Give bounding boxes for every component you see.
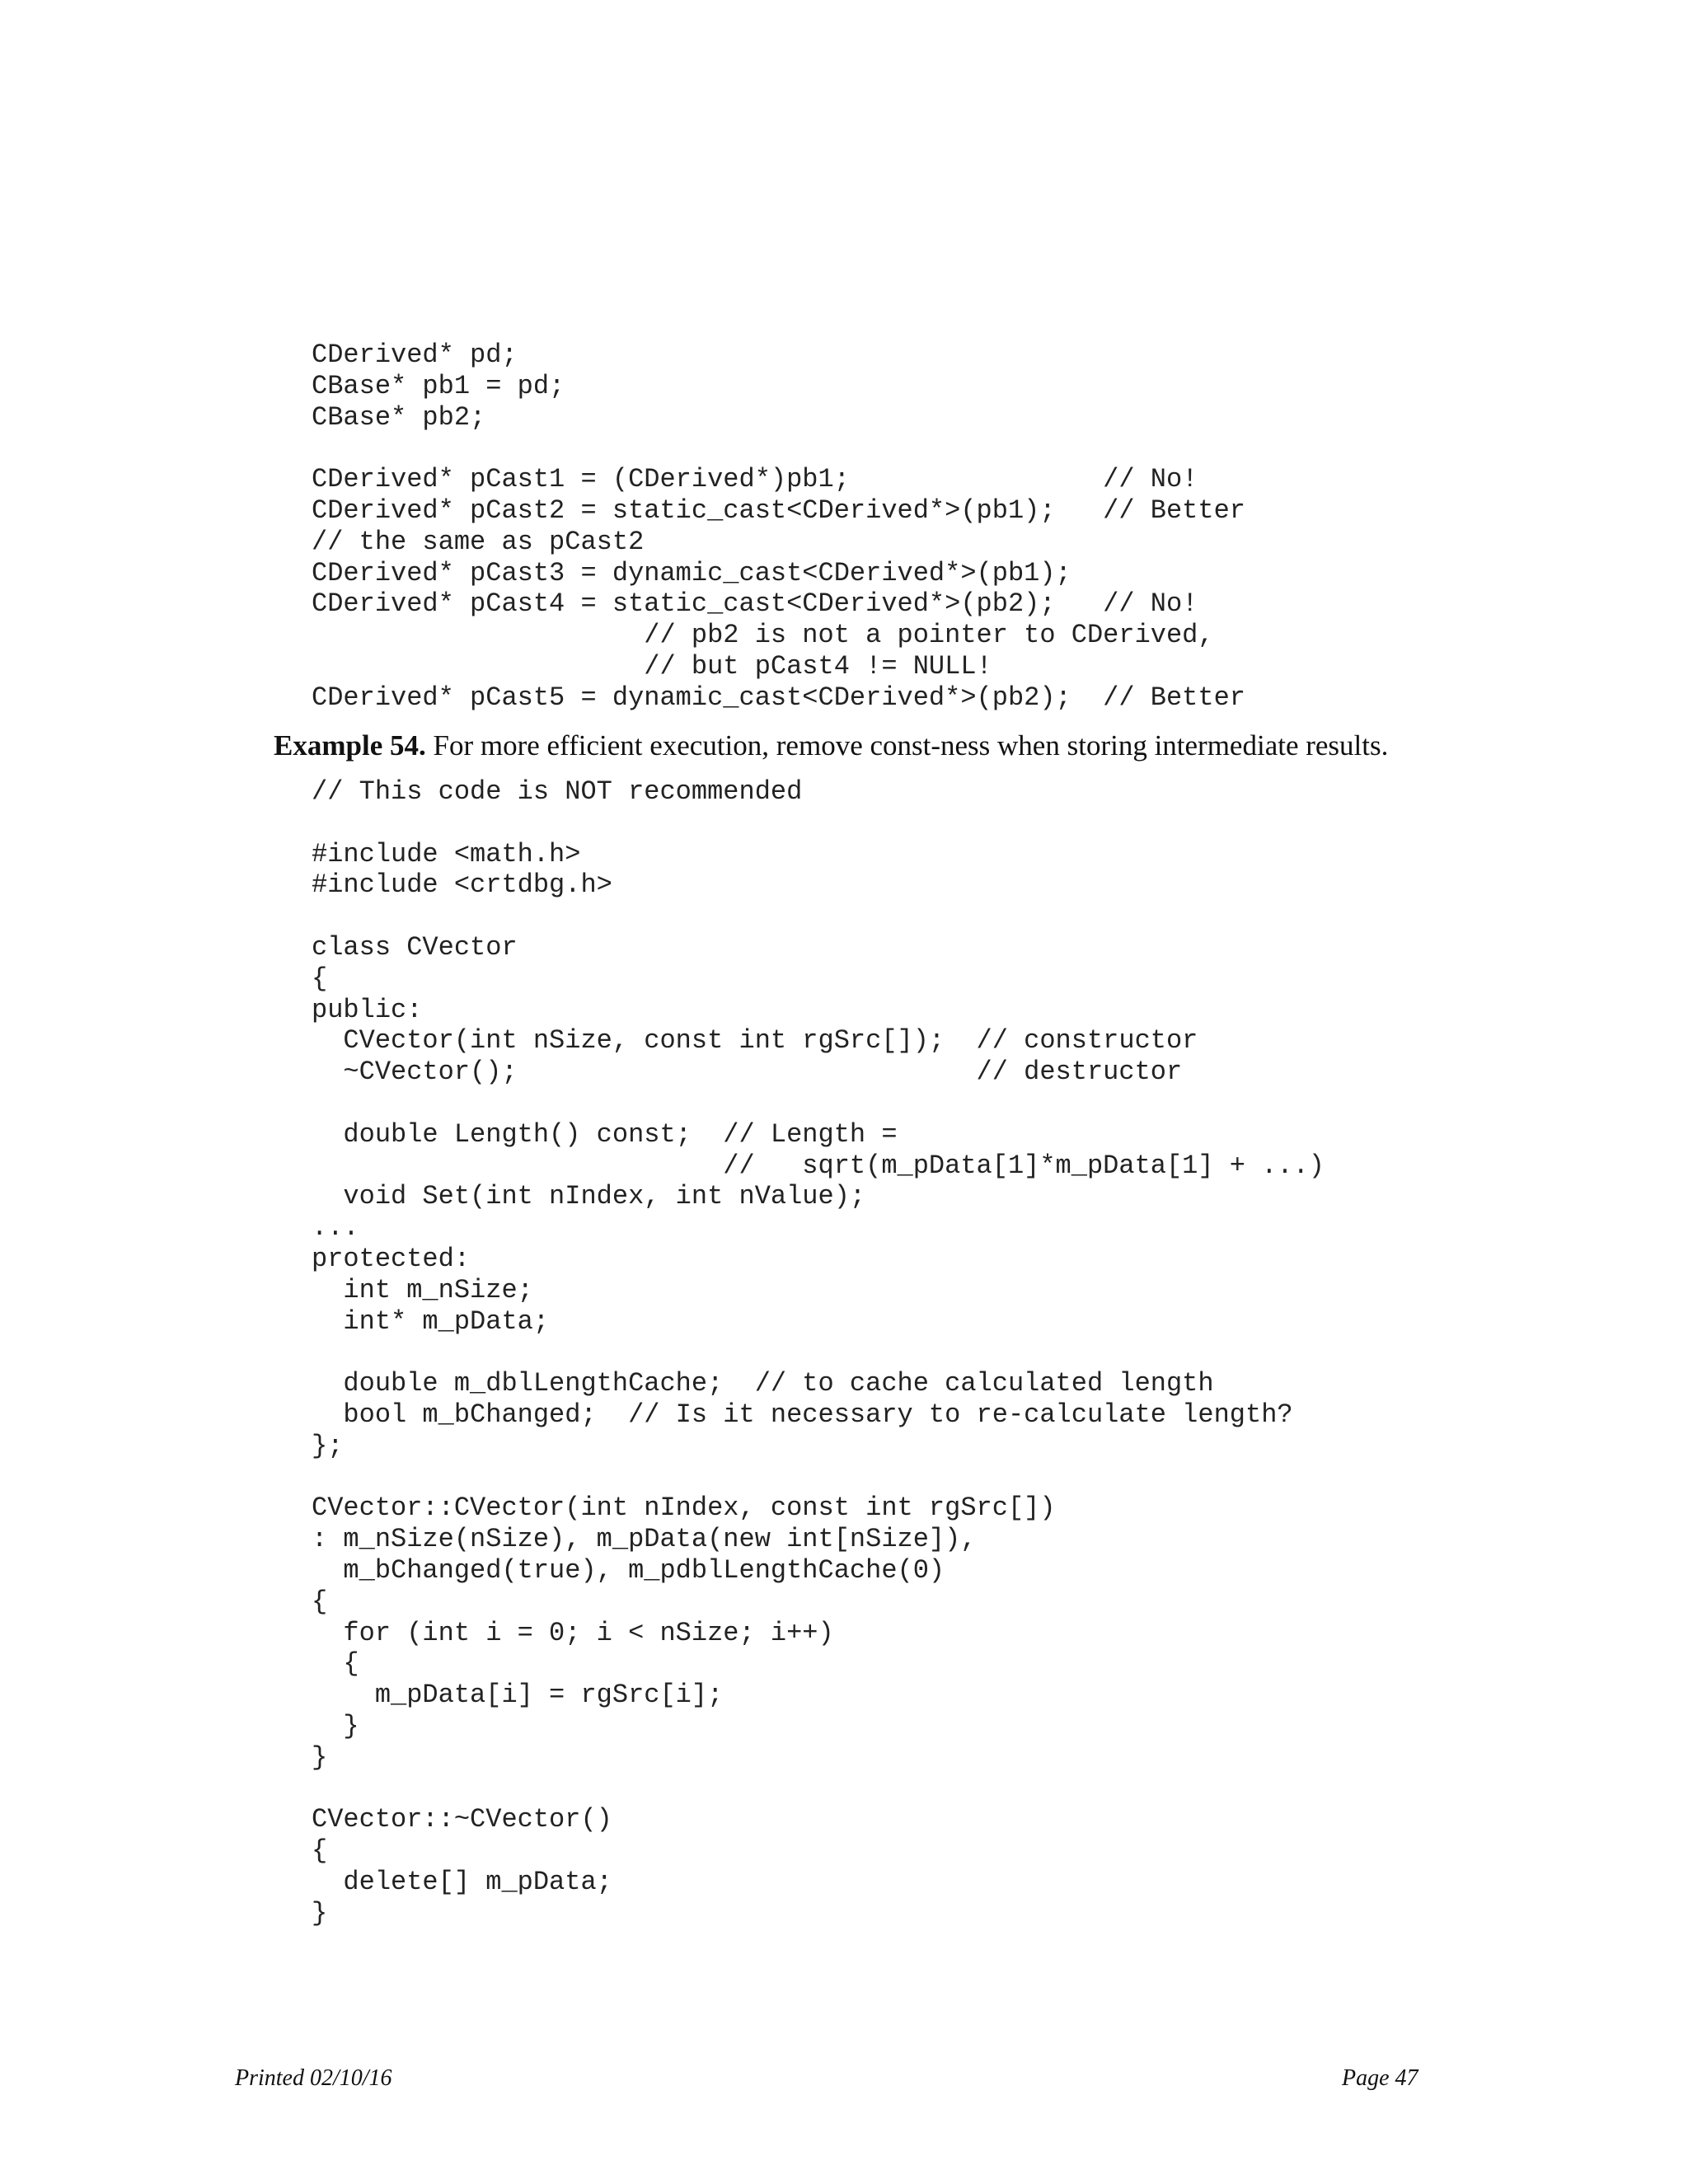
code-line: // sqrt(m_pData[1]*m_pData[1] + ...): [312, 1150, 1325, 1181]
code-line: CDerived* pCast5 = dynamic_cast<CDerived*>(pb2); // Better: [312, 682, 1245, 713]
code-line: CDerived* pCast4 = static_cast<CDerived*>(pb2); // No!: [312, 588, 1198, 620]
code-line: for (int i = 0; i < nSize; i++): [312, 1617, 834, 1648]
example-text: For more efficient execution, remove const-ness when storing intermediate results.: [425, 729, 1389, 762]
code-line: [312, 1337, 1325, 1368]
code-line: [312, 901, 1325, 932]
code-line: ...: [312, 1212, 359, 1244]
code-line: }: [312, 1741, 328, 1773]
code-line: // but pCast4 != NULL!: [312, 650, 992, 682]
code-line: bool m_bChanged; // Is it necessary to re-calculate length?: [312, 1399, 1293, 1430]
code-line: {: [312, 1835, 328, 1867]
code-line: int* m_pData;: [312, 1305, 550, 1337]
code-line: protected:: [312, 1243, 471, 1274]
code-line: // the same as pCast2: [312, 526, 645, 557]
code-line: public:: [312, 994, 423, 1025]
code-line: [312, 433, 1245, 464]
code-line: m_pData[i] = rgSrc[i];: [312, 1680, 724, 1711]
code-line: m_bChanged(true), m_pdblLengthCache(0): [312, 1554, 945, 1586]
code-line: };: [312, 1430, 344, 1461]
footer-page-number: Page 47: [1342, 2065, 1418, 2091]
code-line: void Set(int nIndex, int nValue);: [312, 1181, 866, 1212]
code-line: CDerived* pCast1 = (CDerived*)pb1; // No!: [312, 464, 1198, 495]
footer-printed-date: Printed 02/10/16: [235, 2065, 392, 2091]
code-line: [312, 1088, 1325, 1119]
code-line: CBase* pb2;: [312, 401, 486, 433]
code-line: }: [312, 1897, 328, 1929]
code-line: CDerived* pd;: [312, 340, 518, 370]
code-line: {: [312, 1648, 359, 1680]
code-line: double m_dblLengthCache; // to cache calculated length: [312, 1368, 1214, 1399]
code-line: int m_nSize;: [312, 1274, 533, 1305]
code-line: class CVector: [312, 931, 518, 963]
example-label: Example 54.: [274, 729, 426, 762]
code-line: [312, 808, 1325, 839]
code-line: #include <math.h>: [312, 838, 581, 869]
code-line: // pb2 is not a pointer to CDerived,: [312, 620, 1214, 651]
code-line: {: [312, 963, 328, 994]
code-line: // This code is NOT recommended: [312, 776, 803, 807]
code-line: [312, 1462, 1325, 1493]
code-line: CVector::CVector(int nIndex, const int rgSrc[]): [312, 1493, 1056, 1524]
example-caption: [274, 729, 1388, 762]
code-line: delete[] m_pData;: [312, 1866, 612, 1897]
code-line: [312, 1774, 1325, 1805]
code-line: ~CVector(); // destructor: [312, 1057, 1183, 1088]
code-line: : m_nSize(nSize), m_pData(new int[nSize]),: [312, 1524, 977, 1555]
code-line: CVector::~CVector(): [312, 1804, 612, 1835]
code-line: CDerived* pCast2 = static_cast<CDerived*>(pb1); // Better: [312, 494, 1245, 526]
code-line: CBase* pb1 = pd;: [312, 370, 565, 401]
code-line: double Length() const; // Length =: [312, 1118, 898, 1150]
code-line: {: [312, 1586, 328, 1617]
code-block-cvector: [312, 776, 1325, 1929]
code-block-casting: [312, 340, 1245, 714]
code-line: CDerived* pCast3 = dynamic_cast<CDerived*>(pb1);: [312, 557, 1071, 588]
code-line: CVector(int nSize, const int rgSrc[]); // constructor: [312, 1025, 1198, 1057]
code-line: #include <crtdbg.h>: [312, 869, 612, 901]
code-line: }: [312, 1710, 359, 1741]
